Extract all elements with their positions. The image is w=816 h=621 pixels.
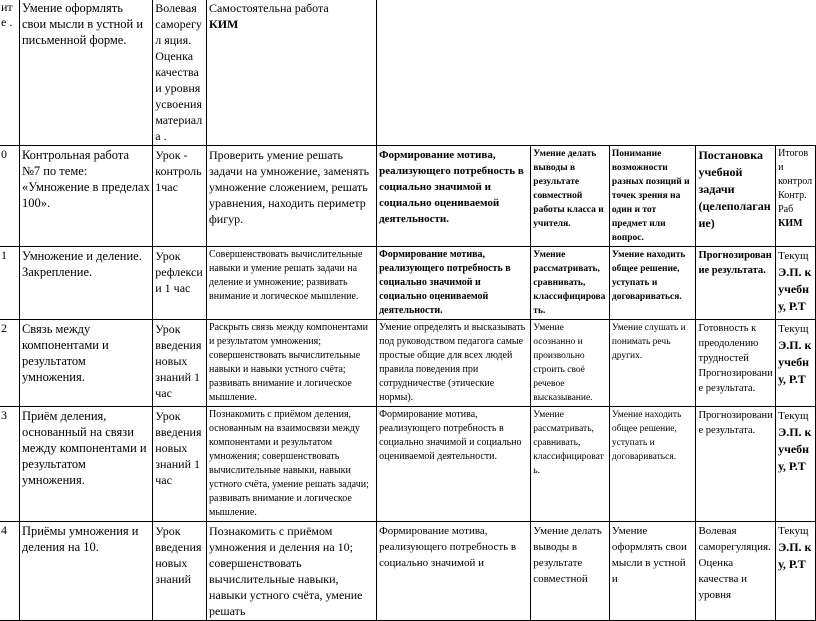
control-source: Э.П. к учебн у, Р.Т — [778, 338, 812, 386]
personal-text: Формирование мотива, реализующего потребность в социально значимой и социально оцениваемой деятельности. — [379, 149, 524, 225]
personal-text: Формирование мотива, реализующего потребность в социально значимой и социально оцениваемой деятельности. — [379, 249, 511, 316]
lesson-topic-cell: Приёмы умножения и деления на 10. — [19, 522, 152, 621]
control-text: Итогови контрол Контр. Раб — [778, 148, 813, 215]
lesson-number-cell: 1 — [0, 247, 19, 320]
control-cell — [776, 407, 816, 522]
personal-uud-cell: Формирование мотива, реализующего потребность в социально значимой и социально оцениваемой деятельности. — [377, 407, 531, 522]
lesson-topic-cell: Умножение и деление. Закрепление. — [19, 247, 152, 320]
control-source: Э.П. к учебн у, Р.Т — [778, 425, 812, 473]
cognitive-uud-cell — [531, 146, 610, 247]
cognitive-uud-cell: Умение рассматривать, сравнивать, классифицировать. — [531, 407, 610, 522]
table-row — [0, 146, 816, 247]
lesson-number-cell: 0 — [0, 146, 19, 247]
personal-uud-cell — [377, 146, 531, 247]
lesson-number-cell: 2 — [0, 320, 19, 407]
lesson-goal-cell: Познакомить с приёмом деления, основанным на взаимосвязи между компонентами и результатом умножения; совершенствовать вычислительные навыки, навыки устного счёта, умение решать задачи; развивать внимание и логическое мышление. — [207, 407, 377, 522]
control-text: Текущ — [778, 250, 809, 262]
lesson-number-cell: ите . — [0, 0, 19, 146]
lesson-type-cell: Волевая саморегул яция. Оценка качества и уровня усвоения материала . — [153, 0, 207, 146]
table-row — [0, 320, 816, 407]
control-cell — [776, 522, 816, 621]
communicative-uud-cell: Умение находить общее решение, уступать и договариваться. — [609, 407, 696, 522]
cognitive-uud-cell: Умение делать выводы в результате совместной — [531, 522, 610, 621]
control-cell — [776, 146, 816, 247]
control-kim-label: КИМ — [778, 218, 803, 229]
lesson-topic-cell: Связь между компонентами и результатом умножения. — [19, 320, 152, 407]
regulatory-text: Прогнозирование результата. — [698, 250, 772, 276]
control-cell — [776, 320, 816, 407]
cognitive-text: Умение рассматривать, сравнивать, классифицировать. — [533, 250, 606, 316]
lesson-topic-cell: Приём деления, основанный на связи между компонентами и результатом умножения. — [19, 407, 152, 522]
control-text: Текущ — [778, 525, 809, 537]
control-source: Э.П. к у, Р.Т — [778, 540, 812, 571]
control-cell — [776, 247, 816, 320]
lesson-goal-cell: Раскрыть связь между компонентами и результатом умножения; совершенствовать вычислительные навыки и навыки устного счёта; развивать внимание и логическое мышление. — [207, 320, 377, 407]
lesson-type-cell: Урок рефлексии 1 час — [153, 247, 207, 320]
regulatory-uud-cell — [696, 247, 776, 320]
lesson-number-cell: 4 — [0, 522, 19, 621]
table-row — [0, 407, 816, 522]
lesson-type-cell: Урок - контроль 1час — [153, 146, 207, 247]
lesson-topic-cell: Контрольная работа №7 по теме: «Умножение в пределах 100». — [19, 146, 152, 247]
regulatory-uud-cell: Волевая саморегуляция. Оценка качества и уровня — [696, 522, 776, 621]
control-source: Э.П. к учебн у, Р.Т — [778, 265, 812, 313]
lesson-type-cell: Урок введения новых знаний 1 час — [153, 407, 207, 522]
personal-uud-cell — [377, 247, 531, 320]
lesson-number-cell: 3 — [0, 407, 19, 522]
empty-area — [377, 0, 816, 146]
communicative-text: Умение находить общее решение, уступать и договариваться. — [611, 250, 686, 302]
lesson-goal-cell — [207, 0, 377, 146]
cognitive-uud-cell — [531, 247, 610, 320]
communicative-uud-cell — [609, 247, 696, 320]
goal-kim-label: КИМ — [209, 17, 239, 31]
regulatory-uud-cell: Готовность к преодолению трудностей Прогнозирование результата. — [696, 320, 776, 407]
communicative-uud-cell: Умение оформлять свои мысли в устной и — [609, 522, 696, 621]
control-text: Текущ — [778, 323, 809, 335]
communicative-text: Понимание возможности разных позиций и точек зрения на один и тот предмет или вопрос. — [611, 149, 690, 243]
table-row — [0, 522, 816, 621]
communicative-uud-cell — [609, 146, 696, 247]
table-row — [0, 0, 816, 146]
regulatory-text: Постановка учебной задачи (целеполагание) — [698, 148, 771, 230]
personal-uud-cell: Формирование мотива, реализующего потребность в социально значимой и — [377, 522, 531, 621]
lesson-goal-cell: Проверить умение решать задачи на умножение, заменять умножение сложением, решать уравнения, находить периметр фигур. — [207, 146, 377, 247]
lesson-type-cell: Урок введения новых знаний — [153, 522, 207, 621]
regulatory-uud-cell: Прогнозирование результата. — [696, 407, 776, 522]
lesson-goal-cell: Познакомить с приёмом умножения и деления на 10; совершенствовать вычислительные навыки, навыки устного счёта, умение решать — [207, 522, 377, 621]
cognitive-text: Умение делать выводы в результате совместной работы класса и учителя. — [533, 149, 604, 229]
regulatory-uud-cell — [696, 146, 776, 247]
cognitive-uud-cell: Умение осознанно и произвольно строить своё речевое высказывание. — [531, 320, 610, 407]
goal-text: Самостоятельна работа — [209, 1, 329, 15]
communicative-uud-cell: Умение слушать и понимать речь других. — [609, 320, 696, 407]
control-text: Текущ — [778, 410, 809, 422]
lesson-type-cell: Урок введения новых знаний 1 час — [153, 320, 207, 407]
personal-uud-cell: Умение определять и высказывать под руководством педагога самые простые общие для всех людей правила поведения при сотрудничестве (этические нормы). — [377, 320, 531, 407]
table-row — [0, 247, 816, 320]
lesson-goal-cell: Совершенствовать вычислительные навыки и умение решать задачи на деление и умножение; развивать внимание и логическое мышление. — [207, 247, 377, 320]
lesson-topic-cell: Умение оформлять свои мысли в устной и письменной форме. — [19, 0, 152, 146]
